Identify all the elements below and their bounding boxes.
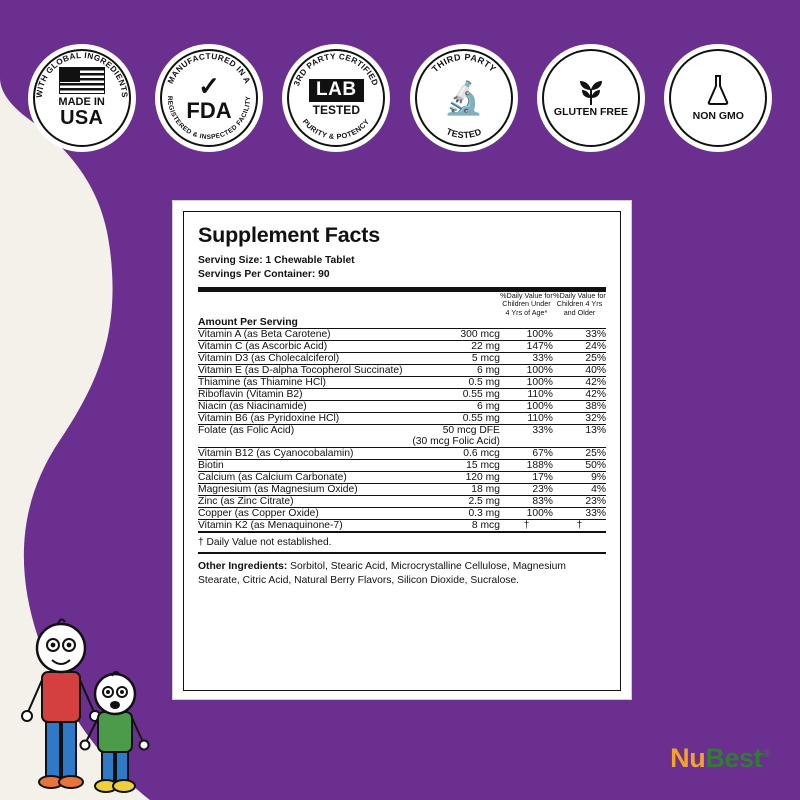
badge-line1: GLUTEN FREE <box>553 106 629 119</box>
nutrient-amount: 8 mcg <box>410 520 500 533</box>
nutrient-dv-under4: 100% <box>500 377 553 389</box>
nutrient-amount-primary: 50 mcg DFE <box>442 425 500 436</box>
supplement-facts-panel <box>172 200 632 700</box>
badge-arc-label-top: MANUFACTURED IN A <box>165 51 252 86</box>
nutrient-name: Vitamin B12 (as Cyanocobalamin) <box>198 448 410 460</box>
nutrient-dv-under4: 110% <box>500 413 553 425</box>
table-row <box>198 353 606 365</box>
nutrient-dv-over4: 42% <box>553 389 606 401</box>
svg-text:MANUFACTURED IN A <box>166 52 252 85</box>
table-row <box>198 520 606 533</box>
servings-per-container: Servings Per Container: 90 <box>198 268 330 280</box>
table-row <box>198 341 606 353</box>
badge-third-party-tested <box>410 44 518 152</box>
nutrient-amount: 6 mg <box>410 365 500 377</box>
nutrition-table <box>198 292 606 533</box>
nutrient-name: Niacin (as Niacinamide) <box>198 401 410 413</box>
brand-logo-registered: ® <box>762 748 770 760</box>
table-row <box>198 448 606 460</box>
badge-core <box>554 77 628 118</box>
nutrient-dv-over4: 24% <box>553 341 606 353</box>
amount-per-serving-label: Amount Per Serving <box>198 317 298 328</box>
amount-per-serving-row <box>198 317 606 329</box>
table-row <box>198 460 606 472</box>
nutrient-dv-under4: 67% <box>500 448 553 460</box>
nutrient-amount: 5 mcg <box>410 353 500 365</box>
table-row <box>198 401 606 413</box>
badge-line1: LAB <box>309 79 364 102</box>
nutrient-dv-under4: 33% <box>500 353 553 365</box>
nutrient-dv-over4: 42% <box>553 377 606 389</box>
badge-line2: USA <box>60 107 104 130</box>
nutrient-name: Calcium (as Calcium Carbonate) <box>198 472 410 484</box>
daily-value-footnote: † Daily Value not established. <box>198 537 332 548</box>
dv-header-over4: %Daily Value for Children 4 Yrs and Older <box>553 291 606 317</box>
checkmark-icon: ✓ <box>198 71 220 102</box>
svg-text:PURITY & POTENCY <box>301 117 372 141</box>
brand-logo-best: Best <box>705 743 763 773</box>
nutrient-dv-over4: 23% <box>553 496 606 508</box>
nutrient-name: Vitamin K2 (as Menaquinone-7) <box>198 520 410 533</box>
badge-arc-text <box>155 44 263 152</box>
nutrient-amount: 120 mg <box>410 472 500 484</box>
panel-title: Supplement Facts <box>198 223 380 247</box>
table-row <box>198 425 606 448</box>
nutrient-amount: 2.5 mg <box>410 496 500 508</box>
nutrient-name: Vitamin A (as Beta Carotene) <box>198 329 410 341</box>
nutrient-amount: 18 mg <box>410 484 500 496</box>
usa-flag-icon <box>59 67 105 94</box>
nutrient-dv-under4: 147% <box>500 341 553 353</box>
dv-header-row <box>198 292 606 317</box>
nutrient-dv-over4: 9% <box>553 472 606 484</box>
badge-core <box>693 74 744 122</box>
nutrient-name: Folate (as Folic Acid) <box>198 425 410 448</box>
table-row <box>198 472 606 484</box>
nutrient-dv-over4: 4% <box>553 484 606 496</box>
nutrient-name: Copper (as Copper Oxide) <box>198 508 410 520</box>
kid-tall <box>22 619 100 788</box>
nutrient-dv-under4: 100% <box>500 365 553 377</box>
other-ingredients <box>198 554 606 588</box>
table-row <box>198 389 606 401</box>
flask-icon <box>705 74 731 106</box>
nutrient-name: Vitamin D3 (as Cholecalciferol) <box>198 353 410 365</box>
svg-text:TESTED <box>445 126 483 140</box>
table-row <box>198 377 606 389</box>
nutrient-dv-over4: 33% <box>553 329 606 341</box>
nutrient-dv-over4: 40% <box>553 365 606 377</box>
serving-size: Serving Size: 1 Chewable Tablet <box>198 255 355 266</box>
table-row <box>198 413 606 425</box>
nutrient-amount <box>410 425 500 448</box>
nutrient-dv-over4: 13% <box>553 425 606 448</box>
nutrient-dv-over4: 32% <box>553 413 606 425</box>
nutrient-dv-over4: 25% <box>553 448 606 460</box>
badge-arc-label-bottom: TESTED <box>444 126 483 141</box>
nutrient-amount-secondary: (30 mcg Folic Acid) <box>412 436 500 447</box>
nutrient-dv-under4: 83% <box>500 496 553 508</box>
nutrient-amount: 6 mg <box>410 401 500 413</box>
brand-logo-nu: Nu <box>670 743 706 773</box>
supplement-facts-border <box>183 211 621 691</box>
nutrient-name: Vitamin C (as Ascorbic Acid) <box>198 341 410 353</box>
nutrient-amount: 0.6 mcg <box>410 448 500 460</box>
badge-arc-text <box>28 44 136 152</box>
nutrient-amount: 300 mcg <box>410 329 500 341</box>
nutrient-dv-under4: 110% <box>500 389 553 401</box>
svg-text:REGISTERED & INSPECTED FACILIT <box>166 96 252 141</box>
nutrient-dv-under4: 17% <box>500 472 553 484</box>
nutrient-name: Riboflavin (Vitamin B2) <box>198 389 410 401</box>
nutrient-dv-under4: 23% <box>500 484 553 496</box>
badge-gluten-free <box>537 44 645 152</box>
microscope-icon: 🔬 <box>443 80 484 116</box>
badge-line1: FDA <box>186 98 232 124</box>
svg-text:THIRD PARTY <box>430 52 498 74</box>
table-row <box>198 484 606 496</box>
nutrient-name: Vitamin E (as D-alpha Tocopherol Succinate) <box>198 365 410 377</box>
other-ingredients-text: Sorbitol, Stearic Acid, Microcrystalline Cellulose, Magnesium Stearate, Citric Acid, Natural Berry Flavors, Silicon Dioxide, Sucralose. <box>198 561 566 586</box>
dv-header-under4: %Daily Value for Children Under 4 Yrs of Age* <box>500 291 553 317</box>
kids-illustration <box>14 600 194 800</box>
nutrient-dv-under4: 33% <box>500 425 553 448</box>
badge-line1: NON GMO <box>692 109 744 122</box>
other-ingredients-label: Other Ingredients: <box>198 561 288 572</box>
badge-arc-label-top: 3RD PARTY CERTIFIED <box>292 51 381 88</box>
wheat-icon <box>574 77 608 107</box>
nutrient-name: Biotin <box>198 460 410 472</box>
badge-arc-label-bottom: PURITY & POTENCY <box>301 117 372 142</box>
nutrient-name: Zinc (as Zinc Citrate) <box>198 496 410 508</box>
badge-arc-text <box>410 44 518 152</box>
nutrient-amount: 0.55 mg <box>410 413 500 425</box>
brand-logo <box>670 743 770 774</box>
nutrient-dv-over4: † <box>553 520 606 533</box>
nutrient-name: Vitamin B6 (as Pyridoxine HCl) <box>198 413 410 425</box>
table-row <box>198 329 606 341</box>
nutrient-dv-under4: 100% <box>500 401 553 413</box>
nutrient-dv-over4: 25% <box>553 353 606 365</box>
nutrient-dv-under4: † <box>500 520 553 533</box>
table-row <box>198 496 606 508</box>
nutrient-dv-under4: 100% <box>500 508 553 520</box>
table-row <box>198 365 606 377</box>
nutrient-dv-over4: 38% <box>553 401 606 413</box>
badge-line2: TESTED <box>312 103 360 118</box>
nutrient-amount: 22 mg <box>410 341 500 353</box>
nutrient-name: Thiamine (as Thiamine HCl) <box>198 377 410 389</box>
badge-fda-registered <box>155 44 263 152</box>
badge-line1: MADE IN <box>58 95 105 108</box>
badge-made-in-usa <box>28 44 136 152</box>
kid-short <box>81 672 149 792</box>
badge-arc-text <box>282 44 390 152</box>
nutrient-dv-over4: 33% <box>553 508 606 520</box>
nutrient-amount: 15 mcg <box>410 460 500 472</box>
nutrient-dv-under4: 188% <box>500 460 553 472</box>
nutrient-dv-under4: 100% <box>500 329 553 341</box>
nutrient-amount: 0.5 mg <box>410 377 500 389</box>
nutrient-name: Magnesium (as Magnesium Oxide) <box>198 484 410 496</box>
certification-badges-row <box>0 38 800 158</box>
table-row <box>198 508 606 520</box>
badge-arc-label-top: THIRD PARTY <box>429 51 498 75</box>
badge-lab-tested <box>282 44 390 152</box>
svg-text:3RD PARTY CERTIFIED <box>292 52 380 87</box>
badge-non-gmo <box>664 44 772 152</box>
nutrient-amount: 0.55 mg <box>410 389 500 401</box>
nutrient-dv-over4: 50% <box>553 460 606 472</box>
badge-arc-label: WITH GLOBAL INGREDIENTS <box>34 50 129 99</box>
badge-arc-label-bottom: REGISTERED & INSPECTED FACILITY <box>165 95 252 142</box>
nutrient-amount: 0.3 mg <box>410 508 500 520</box>
